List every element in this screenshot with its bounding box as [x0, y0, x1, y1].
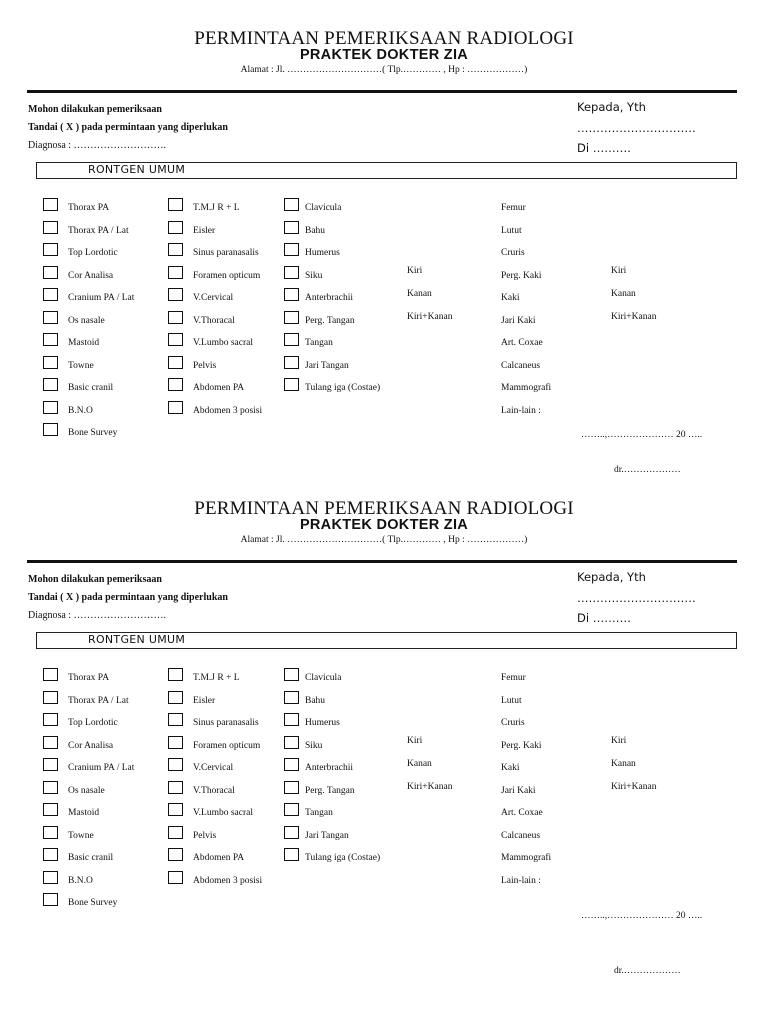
checkbox[interactable]: [284, 826, 299, 839]
side-option-label: Kiri: [611, 736, 627, 746]
recipient-field[interactable]: ………………………….: [577, 121, 696, 135]
exam-label: Mammografi: [501, 853, 552, 863]
request-form-1: [0, 0, 768, 475]
side-option-label: Kanan: [407, 759, 432, 769]
exam-label: Os nasale: [68, 786, 105, 796]
doctor-signature-field[interactable]: dr.………………: [614, 465, 681, 475]
exam-label: Abdomen 3 posisi: [193, 406, 263, 416]
exam-label: T.M.J R + L: [193, 673, 240, 683]
exam-label: V.Thoracal: [193, 786, 235, 796]
section-title: RONTGEN UMUM: [88, 163, 186, 176]
checkbox[interactable]: [43, 826, 58, 839]
exam-label: Cranium PA / Lat: [68, 763, 135, 773]
checkbox[interactable]: [43, 288, 58, 301]
side-option-label: Kiri: [611, 266, 627, 276]
checkbox[interactable]: [43, 401, 58, 414]
address-line: Alamat : Jl. …………………………( Tlp.………… , Hp : ………………): [240, 65, 528, 75]
exam-label: Tulang iga (Costae): [305, 853, 381, 863]
exam-label: Bahu: [305, 696, 326, 706]
date-field[interactable]: ……..,………………… 20 …..: [581, 911, 703, 921]
exam-label: Anterbrachii: [305, 293, 354, 303]
exam-label: Calcaneus: [501, 831, 541, 841]
practice-name: PRAKTEK DOKTER ZIA: [299, 517, 469, 533]
checkbox[interactable]: [168, 288, 183, 301]
exam-label: Cor Analisa: [68, 271, 114, 281]
checkbox[interactable]: [168, 826, 183, 839]
checkbox[interactable]: [168, 243, 183, 256]
checkbox[interactable]: [284, 378, 299, 391]
exam-label: Top Lordotic: [68, 718, 118, 728]
checkbox[interactable]: [168, 758, 183, 771]
exam-label: Mammografi: [501, 383, 552, 393]
exam-label: Perg. Kaki: [501, 271, 542, 281]
exam-label: Abdomen 3 posisi: [193, 876, 263, 886]
exam-label: Kaki: [501, 763, 520, 773]
checkbox[interactable]: [284, 243, 299, 256]
side-option-label: Kiri+Kanan: [407, 312, 453, 322]
exam-label: Humerus: [305, 248, 340, 258]
exam-label: Thorax PA / Lat: [68, 226, 129, 236]
checkbox[interactable]: [284, 713, 299, 726]
recipient-label: Kepada, Yth: [577, 100, 646, 114]
checkbox[interactable]: [284, 758, 299, 771]
side-option-label: Kanan: [611, 759, 636, 769]
checkbox[interactable]: [168, 333, 183, 346]
checkbox[interactable]: [168, 736, 183, 749]
side-option-label: Kiri+Kanan: [407, 782, 453, 792]
exam-label: Eisler: [193, 226, 216, 236]
exam-label: Tangan: [305, 338, 333, 348]
exam-label: Bone Survey: [68, 428, 118, 438]
side-option-label: Kiri: [407, 736, 423, 746]
exam-label: Basic cranil: [68, 853, 114, 863]
checkbox[interactable]: [43, 871, 58, 884]
exam-label: V.Lumbo sacral: [193, 808, 253, 818]
exam-label: Basic cranil: [68, 383, 114, 393]
exam-label: Cranium PA / Lat: [68, 293, 135, 303]
checkbox[interactable]: [43, 356, 58, 369]
exam-label: Art. Coxae: [501, 338, 543, 348]
exam-label: Thorax PA: [68, 203, 110, 213]
exam-label: V.Cervical: [193, 293, 234, 303]
exam-label: Tulang iga (Costae): [305, 383, 381, 393]
address-line: Alamat : Jl. …………………………( Tlp.………… , Hp : ………………): [240, 535, 528, 545]
exam-label: Pelvis: [193, 361, 217, 371]
exam-label: Jari Kaki: [501, 316, 536, 326]
exam-label: B.N.O: [68, 876, 93, 886]
checkbox[interactable]: [168, 221, 183, 234]
doctor-signature-field[interactable]: dr.………………: [614, 966, 681, 976]
checkbox[interactable]: [43, 736, 58, 749]
exam-label: Mastoid: [68, 338, 100, 348]
recipient-label: Kepada, Yth: [577, 570, 646, 584]
header-divider: [27, 560, 737, 563]
exam-label: V.Cervical: [193, 763, 234, 773]
location-field[interactable]: Di ……….: [577, 611, 631, 625]
mark-instruction: Tandai ( X ) pada permintaan yang diperlukan: [28, 592, 228, 603]
checkbox[interactable]: [43, 758, 58, 771]
diagnosa-field[interactable]: Diagnosa : ……………………….: [28, 140, 167, 151]
side-option-label: Kanan: [407, 289, 432, 299]
checkbox[interactable]: [168, 781, 183, 794]
exam-label: Cruris: [501, 248, 525, 258]
exam-label: Clavicula: [305, 203, 342, 213]
exam-label: Towne: [68, 361, 94, 371]
checkbox[interactable]: [43, 848, 58, 861]
checkbox[interactable]: [284, 221, 299, 234]
exam-label: V.Lumbo sacral: [193, 338, 253, 348]
exam-label: Thorax PA: [68, 673, 110, 683]
exam-label: V.Thoracal: [193, 316, 235, 326]
checkbox[interactable]: [43, 266, 58, 279]
exam-label: Top Lordotic: [68, 248, 118, 258]
checkbox[interactable]: [284, 333, 299, 346]
checkbox[interactable]: [284, 736, 299, 749]
exam-label: Siku: [305, 271, 323, 281]
exam-label: Bone Survey: [68, 898, 118, 908]
diagnosa-field[interactable]: Diagnosa : ……………………….: [28, 610, 167, 621]
checkbox[interactable]: [43, 691, 58, 704]
checkbox[interactable]: [168, 803, 183, 816]
exam-label: Cor Analisa: [68, 741, 114, 751]
request-line: Mohon dilakukan pemeriksaan: [28, 574, 162, 585]
exam-label: B.N.O: [68, 406, 93, 416]
other-exam-field[interactable]: Lain-lain :: [501, 876, 541, 886]
exam-label: Bahu: [305, 226, 326, 236]
checkbox[interactable]: [284, 311, 299, 324]
exam-label: Lutut: [501, 226, 522, 236]
exam-label: Siku: [305, 741, 323, 751]
exam-label: Cruris: [501, 718, 525, 728]
exam-label: Perg. Tangan: [305, 786, 355, 796]
checkbox[interactable]: [168, 311, 183, 324]
exam-label: Perg. Tangan: [305, 316, 355, 326]
side-option-label: Kiri: [407, 266, 423, 276]
side-option-label: Kanan: [611, 289, 636, 299]
checkbox[interactable]: [284, 266, 299, 279]
exam-label: Jari Tangan: [305, 831, 349, 841]
exam-label: Mastoid: [68, 808, 100, 818]
request-form-2: [0, 470, 768, 976]
mark-instruction: Tandai ( X ) pada permintaan yang diperlukan: [28, 122, 228, 133]
checkbox[interactable]: [43, 378, 58, 391]
checkbox[interactable]: [43, 803, 58, 816]
form-title: PERMINTAAN PEMERIKSAAN RADIOLOGI: [194, 28, 574, 49]
checkbox[interactable]: [284, 668, 299, 681]
practice-name: PRAKTEK DOKTER ZIA: [299, 47, 469, 63]
exam-label: Clavicula: [305, 673, 342, 683]
checkbox[interactable]: [284, 356, 299, 369]
checkbox[interactable]: [284, 198, 299, 211]
checkbox[interactable]: [168, 198, 183, 211]
exam-label: Tangan: [305, 808, 333, 818]
checkbox[interactable]: [168, 713, 183, 726]
exam-label: Sinus paranasalis: [193, 248, 259, 258]
section-title: RONTGEN UMUM: [88, 633, 186, 646]
form-title: PERMINTAAN PEMERIKSAAN RADIOLOGI: [194, 498, 574, 519]
exam-label: Abdomen PA: [193, 383, 245, 393]
checkbox[interactable]: [284, 691, 299, 704]
checkbox[interactable]: [168, 266, 183, 279]
exam-label: Eisler: [193, 696, 216, 706]
checkbox[interactable]: [168, 356, 183, 369]
exam-label: Anterbrachii: [305, 763, 354, 773]
checkbox[interactable]: [43, 668, 58, 681]
location-field[interactable]: Di ……….: [577, 141, 631, 155]
exam-label: Os nasale: [68, 316, 105, 326]
checkbox[interactable]: [284, 803, 299, 816]
recipient-field[interactable]: ………………………….: [577, 591, 696, 605]
checkbox[interactable]: [168, 691, 183, 704]
exam-label: Femur: [501, 673, 526, 683]
side-option-label: Kiri+Kanan: [611, 312, 657, 322]
exam-label: Abdomen PA: [193, 853, 245, 863]
exam-label: Thorax PA / Lat: [68, 696, 129, 706]
checkbox[interactable]: [284, 781, 299, 794]
exam-label: Calcaneus: [501, 361, 541, 371]
checkbox[interactable]: [43, 713, 58, 726]
request-line: Mohon dilakukan pemeriksaan: [28, 104, 162, 115]
side-option-label: Kiri+Kanan: [611, 782, 657, 792]
checkbox[interactable]: [168, 848, 183, 861]
exam-label: Lutut: [501, 696, 522, 706]
checkbox[interactable]: [168, 401, 183, 414]
exam-label: Sinus paranasalis: [193, 718, 259, 728]
checkbox[interactable]: [43, 221, 58, 234]
checkbox[interactable]: [43, 311, 58, 324]
header-divider: [27, 90, 737, 93]
exam-label: Humerus: [305, 718, 340, 728]
exam-label: Jari Tangan: [305, 361, 349, 371]
date-field[interactable]: ……..,………………… 20 …..: [581, 430, 703, 440]
checkbox[interactable]: [43, 893, 58, 906]
exam-label: Kaki: [501, 293, 520, 303]
checkbox[interactable]: [168, 871, 183, 884]
checkbox[interactable]: [43, 333, 58, 346]
exam-label: Perg. Kaki: [501, 741, 542, 751]
exam-label: Foramen opticum: [193, 271, 261, 281]
checkbox[interactable]: [168, 378, 183, 391]
checkbox[interactable]: [43, 243, 58, 256]
exam-label: T.M.J R + L: [193, 203, 240, 213]
checkbox[interactable]: [284, 288, 299, 301]
exam-label: Art. Coxae: [501, 808, 543, 818]
checkbox[interactable]: [43, 781, 58, 794]
exam-label: Femur: [501, 203, 526, 213]
exam-label: Towne: [68, 831, 94, 841]
checkbox[interactable]: [43, 198, 58, 211]
checkbox[interactable]: [284, 848, 299, 861]
other-exam-field[interactable]: Lain-lain :: [501, 406, 541, 416]
exam-label: Foramen opticum: [193, 741, 261, 751]
exam-label: Jari Kaki: [501, 786, 536, 796]
exam-label: Pelvis: [193, 831, 217, 841]
checkbox[interactable]: [43, 423, 58, 436]
checkbox[interactable]: [168, 668, 183, 681]
